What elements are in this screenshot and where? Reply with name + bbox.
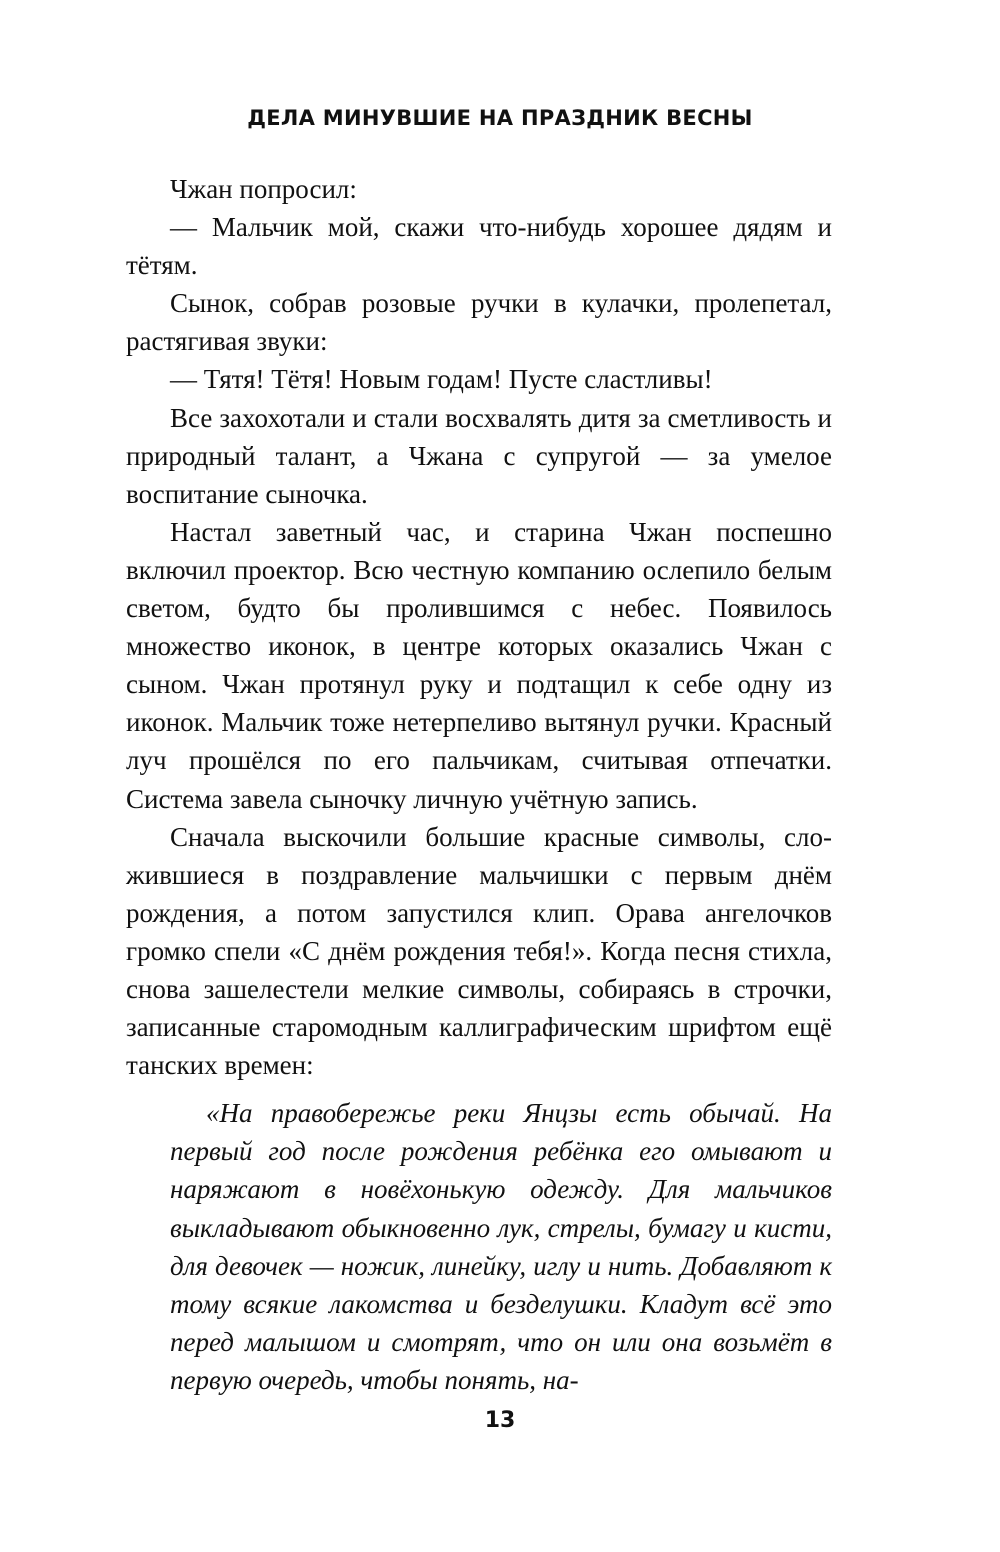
paragraph: Настал заветный час, и старина Чжан поспешно включил проектор. Всю честную компанию ослепило белым светом, будто бы пролившимся с небес. Появилось множество иконок, в центре которых оказались Чжан с сыном. Чжан протянул руку и подтащил к себе одну из иконок. Мальчик тоже нетерпеливо вытянул ручки. Красный луч прошёлся по его пальчикам, считывая отпечатки. Система завела сыночку личную учётную запись. [126,516,832,814]
quote-paragraph: «На правобережье реки Янцзы есть обычай. На первый год после рождения ребёнка его омывают и наряжают в новёхонькую одежду. Для мальчиков выкладывают обыкновенно лук, стрелы, бумагу и кисти, для девочек — ножик, линейку, иглу и нить. Добавляют к тому всякие лакомства и безделушки. Кладут всё это перед малышом и смотрят, что он или она возьмёт в первую очередь, чтобы понять, на- [170,1098,832,1396]
body-text [126,170,832,1084]
paragraph: — Тятя! Тётя! Новым годам! Пусте сластливы! [170,364,713,395]
paragraph: Чжан попросил: [170,174,357,204]
quoted-inscription [170,1094,832,1400]
paragraph: — Мальчик мой, скажи что-нибудь хорошее дядям и тётям. [126,212,832,281]
paragraph: Сначала выскочили большие красные символы, сложившиеся в поздравление мальчишки с первым днём рождения, а потом запустился клип. Орава ангелочков громко спели «С днём рождения тебя!». Когда песня стихла, снова зашелестели мелкие символы, собираясь в строчки, записанные старомодным каллиграфическим шрифтом ещё танских времен: [126,821,832,1081]
running-title: ДЕЛА МИНУВШИЕ НА ПРАЗДНИК ВЕСНЫ [247,106,753,130]
paragraph: Все захохотали и стали восхвалять дитя за сметливость и природный талант, а Чжана с супругой — за умелое воспитание сыночка. [126,402,832,509]
page-number: 13 [484,1408,516,1433]
paragraph: Сынок, собрав розовые ручки в кулачки, пролепетал, растягивая звуки: [126,288,832,357]
